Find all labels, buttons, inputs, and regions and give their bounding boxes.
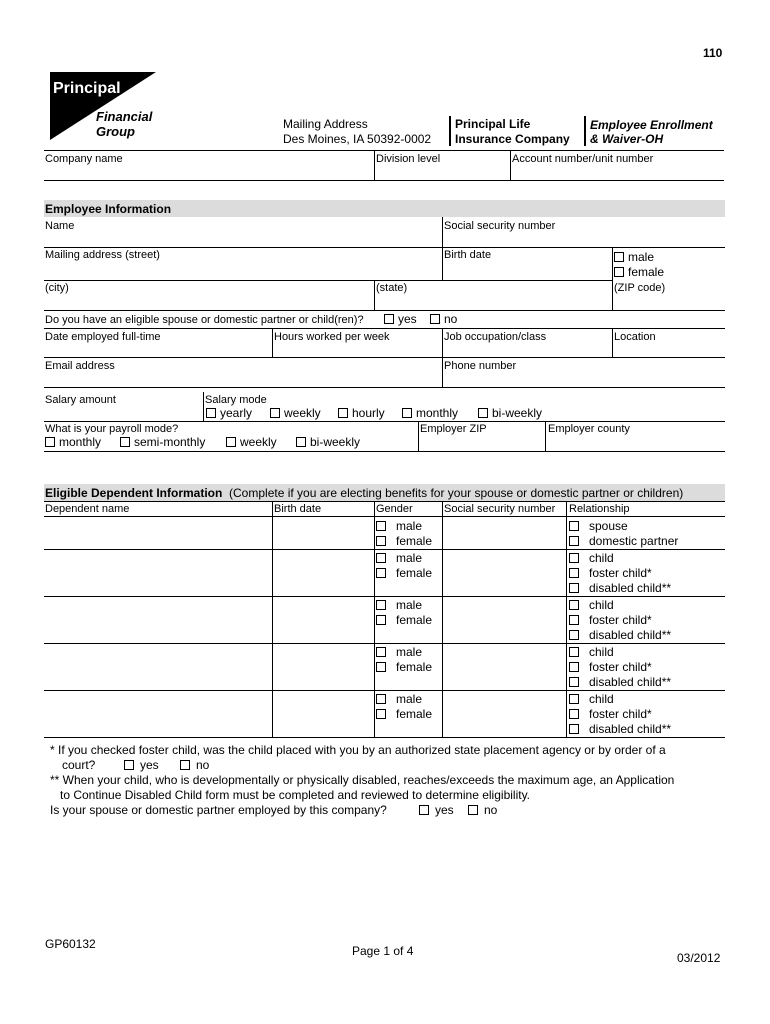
spouse-question: Do you have an eligible spouse or domestic partner or child(ren)? (45, 314, 364, 326)
form-code: GP60132 (45, 937, 96, 951)
option-label: spouse (589, 519, 628, 533)
option-label: yearly (220, 406, 253, 420)
rule (44, 280, 612, 281)
header-divider (584, 116, 586, 146)
option-label: male (396, 645, 423, 659)
company-line-1: Principal Life (455, 117, 531, 131)
checkbox-icon[interactable] (124, 760, 134, 770)
rule (44, 643, 725, 644)
option-label: yes (435, 803, 454, 817)
checkbox-icon[interactable] (569, 677, 579, 687)
rule (442, 217, 443, 247)
checkbox-icon[interactable] (376, 600, 386, 610)
hours-worked-label: Hours worked per week (274, 331, 390, 343)
form-title-line-2: & Waiver-OH (590, 132, 664, 146)
option-label: child (589, 551, 614, 565)
dependent-section-header (45, 486, 683, 500)
rule (44, 516, 725, 517)
rule (44, 357, 725, 358)
dep1-male-option[interactable] (376, 519, 422, 533)
dep1-domestic-partner-option[interactable] (569, 534, 678, 548)
logo-text-financial: Financial (96, 109, 153, 124)
checkbox-icon[interactable] (296, 437, 306, 447)
spouse-yes-option[interactable] (384, 312, 417, 326)
option-label: disabled child** (589, 675, 672, 689)
checkbox-icon[interactable] (206, 408, 216, 418)
salary-monthly-option[interactable] (402, 406, 458, 420)
zip-label: (ZIP code) (614, 282, 666, 294)
option-label: domestic partner (589, 534, 679, 548)
option-label: male (396, 692, 423, 706)
rule (44, 310, 725, 311)
checkbox-icon[interactable] (569, 615, 579, 625)
gender-male-option[interactable] (614, 250, 654, 264)
rule (44, 596, 725, 597)
checkbox-icon[interactable] (384, 314, 394, 324)
checkbox-icon[interactable] (569, 536, 579, 546)
mailing-street-label: Mailing address (street) (45, 249, 160, 261)
company-line-2: Insurance Company (455, 132, 570, 146)
dep3-male-option[interactable] (376, 598, 422, 612)
rule (374, 280, 375, 310)
dep5-female-option[interactable] (376, 707, 432, 721)
payroll-weekly-option[interactable] (226, 435, 277, 449)
rule (44, 690, 725, 691)
rule (510, 150, 511, 180)
option-label: child (589, 645, 614, 659)
name-label: Name (45, 220, 75, 232)
col-gender: Gender (376, 503, 413, 515)
logo-text-principal: Principal (53, 80, 121, 97)
rule (272, 501, 273, 737)
foster-no-option[interactable] (180, 758, 209, 772)
checkbox-icon[interactable] (338, 408, 348, 418)
option-label: female (396, 534, 433, 548)
dep4-female-option[interactable] (376, 660, 432, 674)
option-label: female (396, 707, 433, 721)
dep3-female-option[interactable] (376, 613, 432, 627)
checkbox-icon[interactable] (569, 694, 579, 704)
city-label: (city) (45, 282, 69, 294)
rule (612, 247, 613, 310)
rule (203, 392, 204, 421)
checkbox-icon[interactable] (569, 583, 579, 593)
option-label: semi-monthly (134, 435, 206, 449)
option-label: foster child* (589, 566, 652, 580)
form-date: 03/2012 (677, 951, 721, 965)
salary-mode-label: Salary mode (205, 394, 267, 406)
checkbox-icon[interactable] (376, 709, 386, 719)
dep5-child-option[interactable] (569, 692, 614, 706)
dep2-foster-child-option[interactable] (569, 566, 652, 580)
account-number-label: Account number/unit number (512, 153, 654, 165)
option-label: disabled child** (589, 722, 672, 736)
rule (374, 501, 375, 737)
checkbox-icon[interactable] (376, 568, 386, 578)
page-number: 110 (703, 46, 723, 60)
option-label: foster child* (589, 660, 652, 674)
spouse-employed-no-option[interactable] (468, 803, 497, 817)
option-label: no (484, 803, 498, 817)
rule (374, 150, 375, 180)
option-label: yes (140, 758, 159, 772)
date-employed-label: Date employed full-time (45, 331, 161, 343)
checkbox-icon[interactable] (569, 647, 579, 657)
dep3-disabled-child-option[interactable] (569, 628, 671, 642)
salary-hourly-option[interactable] (338, 406, 385, 420)
rule (44, 247, 725, 248)
form-title-line-1: Employee Enrollment (590, 118, 713, 132)
payroll-monthly-option[interactable] (45, 435, 101, 449)
employee-section-title: Employee Information (45, 202, 172, 216)
option-label: weekly (240, 435, 277, 449)
option-label: female (396, 566, 433, 580)
option-label: weekly (284, 406, 321, 420)
foster-yes-option[interactable] (124, 758, 159, 772)
disabled-note-line-2: to Continue Disabled Child form must be completed and reviewed to determine eligibility. (60, 788, 531, 802)
foster-note-court: court? (62, 758, 96, 772)
option-label: bi-weekly (492, 406, 543, 420)
payroll-semimonthly-option[interactable] (120, 435, 205, 449)
col-birth-date: Birth date (274, 503, 322, 515)
checkbox-icon[interactable] (569, 709, 579, 719)
dep4-foster-child-option[interactable] (569, 660, 652, 674)
rule (272, 328, 273, 357)
ssn-label: Social security number (444, 220, 556, 232)
page-indicator: Page 1 of 4 (352, 944, 414, 958)
birth-date-label: Birth date (444, 249, 492, 261)
checkbox-icon[interactable] (376, 536, 386, 546)
checkbox-icon[interactable] (376, 662, 386, 672)
payroll-question: What is your payroll mode? (45, 423, 179, 435)
rule (612, 328, 613, 357)
gender-male-label: male (628, 250, 655, 264)
rule (44, 421, 725, 422)
rule (44, 737, 725, 738)
spouse-employed-question: Is your spouse or domestic partner employed by this company? (50, 803, 387, 817)
rule (44, 180, 724, 181)
division-level-label: Division level (376, 153, 441, 165)
option-label: hourly (352, 406, 385, 420)
rule (566, 501, 567, 737)
payroll-biweekly-option[interactable] (296, 435, 360, 449)
dep2-female-option[interactable] (376, 566, 432, 580)
spouse-no-option[interactable] (430, 312, 457, 326)
rule (44, 549, 725, 550)
dep5-male-option[interactable] (376, 692, 422, 706)
checkbox-icon[interactable] (569, 553, 579, 563)
checkbox-icon[interactable] (226, 437, 236, 447)
checkbox-icon[interactable] (614, 267, 624, 277)
checkbox-icon[interactable] (468, 805, 478, 815)
checkbox-icon[interactable] (270, 408, 280, 418)
rule (44, 328, 725, 329)
header-divider (449, 116, 451, 146)
mailing-address-city: Des Moines, IA 50392-0002 (283, 132, 432, 146)
dep5-foster-child-option[interactable] (569, 707, 652, 721)
checkbox-icon[interactable] (569, 600, 579, 610)
foster-note-line-1: * If you checked foster child, was the child placed with you by an authorized state placement agency or by order of a (50, 743, 666, 757)
dep2-disabled-child-option[interactable] (569, 581, 671, 595)
checkbox-icon[interactable] (569, 521, 579, 531)
checkbox-icon[interactable] (569, 724, 579, 734)
rule (44, 150, 724, 151)
checkbox-icon[interactable] (569, 630, 579, 640)
option-label: disabled child** (589, 581, 672, 595)
option-label: male (396, 598, 423, 612)
location-label: Location (614, 331, 656, 343)
phone-label: Phone number (444, 360, 517, 372)
checkbox-icon[interactable] (569, 568, 579, 578)
checkbox-icon[interactable] (402, 408, 412, 418)
email-label: Email address (45, 360, 115, 372)
employer-zip-label: Employer ZIP (420, 423, 487, 435)
rule (442, 501, 443, 737)
rule (418, 421, 419, 451)
state-label: (state) (376, 282, 408, 294)
principal-logo (50, 72, 158, 140)
spouse-employed-yes-option[interactable] (419, 803, 454, 817)
checkbox-icon[interactable] (614, 252, 624, 262)
option-label: child (589, 692, 614, 706)
salary-yearly-option[interactable] (206, 406, 252, 420)
salary-amount-label: Salary amount (45, 394, 116, 406)
gender-female-option[interactable] (614, 265, 664, 279)
option-label: monthly (59, 435, 102, 449)
mailing-address-label: Mailing Address (283, 117, 368, 131)
option-label: bi-weekly (310, 435, 361, 449)
gender-female-label: female (628, 265, 665, 279)
option-label: disabled child** (589, 628, 672, 642)
dep2-child-option[interactable] (569, 551, 614, 565)
spouse-no-label: no (444, 312, 458, 326)
logo-text-group: Group (96, 124, 135, 139)
checkbox-icon[interactable] (376, 694, 386, 704)
checkbox-icon[interactable] (569, 662, 579, 672)
option-label: foster child* (589, 613, 652, 627)
dep4-male-option[interactable] (376, 645, 422, 659)
rule (44, 387, 725, 388)
checkbox-icon[interactable] (120, 437, 130, 447)
rule (545, 421, 546, 451)
dep3-child-option[interactable] (569, 598, 614, 612)
dep1-spouse-option[interactable] (569, 519, 628, 533)
checkbox-icon[interactable] (478, 408, 488, 418)
company-name-label: Company name (45, 153, 123, 165)
disabled-note-line-1: ** When your child, who is developmentally or physically disabled, reaches/exceeds the maximum age, an Application (50, 773, 675, 787)
option-label: female (396, 613, 433, 627)
option-label: foster child* (589, 707, 652, 721)
checkbox-icon[interactable] (376, 521, 386, 531)
salary-weekly-option[interactable] (270, 406, 321, 420)
checkbox-icon[interactable] (376, 647, 386, 657)
checkbox-icon[interactable] (376, 615, 386, 625)
option-label: male (396, 551, 423, 565)
employer-county-label: Employer county (548, 423, 630, 435)
dep1-female-option[interactable] (376, 534, 432, 548)
dep5-disabled-child-option[interactable] (569, 722, 671, 736)
salary-biweekly-option[interactable] (478, 406, 542, 420)
rule (442, 247, 443, 280)
checkbox-icon[interactable] (419, 805, 429, 815)
dependent-section-note: (Complete if you are electing benefits for your spouse or domestic partner or children) (229, 486, 684, 500)
checkbox-icon[interactable] (376, 553, 386, 563)
spouse-yes-label: yes (398, 312, 417, 326)
checkbox-icon[interactable] (45, 437, 55, 447)
option-label: male (396, 519, 423, 533)
checkbox-icon[interactable] (430, 314, 440, 324)
rule (44, 501, 725, 502)
option-label: no (196, 758, 210, 772)
option-label: child (589, 598, 614, 612)
checkbox-icon[interactable] (180, 760, 190, 770)
dep4-child-option[interactable] (569, 645, 614, 659)
dep3-foster-child-option[interactable] (569, 613, 652, 627)
rule (44, 451, 725, 452)
option-label: monthly (416, 406, 459, 420)
option-label: female (396, 660, 433, 674)
dep2-male-option[interactable] (376, 551, 422, 565)
col-ssn: Social security number (444, 503, 556, 515)
col-dependent-name: Dependent name (45, 503, 130, 515)
dependent-section-title: Eligible Dependent Information (45, 486, 223, 500)
col-relationship: Relationship (569, 503, 630, 515)
dep4-disabled-child-option[interactable] (569, 675, 671, 689)
job-occupation-label: Job occupation/class (444, 331, 547, 343)
